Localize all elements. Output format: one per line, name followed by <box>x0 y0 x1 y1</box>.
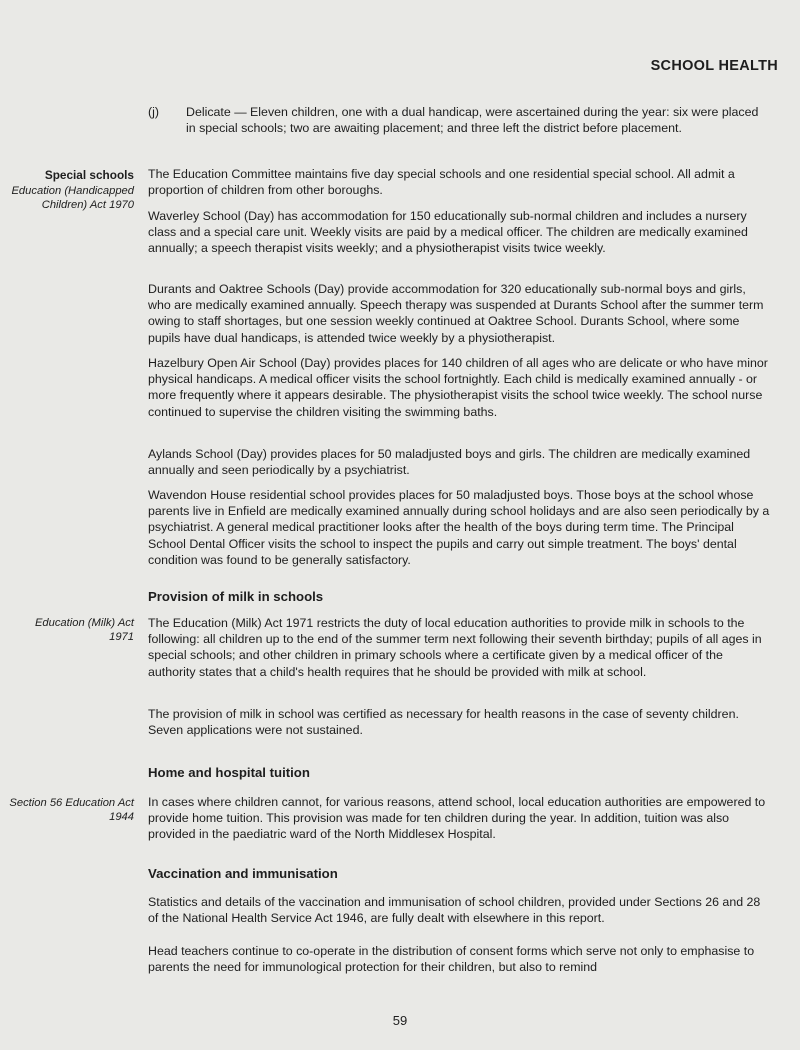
special-schools-paragraph-1: The Education Committee maintains five day special schools and one residential special school. All admit a proportion of children from other boroughs. <box>148 167 735 198</box>
wavendon-paragraph: Wavendon House residential school provides places for 50 maladjusted boys. Those boys at the school whose parents live in Enfield are medically examined annually during school holidays and are also seen periodically by a psychiatrist. A general medical practitioner looks after the health of the boys during term time. The Principal School Dental Officer visits the school to inspect the pupils and carry out simple treatment. The boys' dental condition was found to be generally satisfactory. <box>148 488 770 567</box>
milk-paragraph-2: The provision of milk in school was certified as necessary for health reasons in the case of seventy children. Seven applications were not sustained. <box>148 707 739 738</box>
tuition-paragraph: In cases where children cannot, for various reasons, attend school, local education authorities are empowered to provide home tuition. This provision was made for ten children during the year. In addition, tuition was also provided in the paediatric ward of the North Middlesex Hospital. <box>148 795 766 842</box>
vaccination-heading: Vaccination and immunisation <box>148 866 338 881</box>
milk-paragraph-1: The Education (Milk) Act 1971 restricts the duty of local education authorities to provide milk in schools to the following: all children up to the end of the summer term next following their seventh birthday; pupils of all ages in special schools; and other children in primary schools where a certificate given by a medical officer of the authority states that a child's health requires that he should be provided with milk at school. <box>148 616 762 679</box>
margin-note-special-schools: Special schools <box>44 168 134 182</box>
durants-oaktree-paragraph: Durants and Oaktree Schools (Day) provide accommodation for 320 educationally sub-normal boys and girls, who are medically examined annually. Speech therapy was suspended at Durants School after the summer term owing to staff shortages, but one session weekly continued at Oaktree School. Durants School, where some pupils have dual handicaps, is attended twice weekly by a physiotherapist. <box>148 282 764 345</box>
margin-note-section-56: Section 56 Education Act 1944 <box>9 797 134 823</box>
item-j-label: (j) <box>148 105 160 119</box>
hazelbury-paragraph: Hazelbury Open Air School (Day) provides places for 140 children of all ages who are delicate or who have minor physical handicaps. A medical officer visits the school fortnightly. Each child is medically examined annually - or more frequently where it appears desirable. The physiotherapist visits the school twice weekly. The school nurse continued to supervise the children visiting the swimming baths. <box>148 356 768 419</box>
page-number: 59 <box>392 1013 408 1028</box>
margin-note-milk-act: Education (Milk) Act 1971 <box>34 617 134 643</box>
item-j-text: Delicate — Eleven children, one with a dual handicap, were ascertained during the year: six were placed in special schools; two are awaiting placement; and three left the district before placement. <box>186 105 759 136</box>
waverley-paragraph: Waverley School (Day) has accommodation for 150 educationally sub-normal children and includes a nursery class and a special care unit. Weekly visits are paid by a medical officer. The children are medically examined annually; a speech therapist visits weekly; and a physiotherapist visits twice weekly. <box>148 209 748 256</box>
margin-note-handicapped-act: Education (Handicapped Children) Act 1970 <box>11 185 134 211</box>
page-header-title: SCHOOL HEALTH <box>650 58 778 74</box>
item-j <box>148 104 770 137</box>
vaccination-paragraph-2: Head teachers continue to co-operate in the distribution of consent forms which serve not only to emphasise to parents the need for immunological protection for their children, but also to remind <box>148 944 755 975</box>
milk-heading: Provision of milk in schools <box>148 589 324 604</box>
aylands-paragraph: Aylands School (Day) provides places for 50 maladjusted boys and girls. The children are medically examined annually and seen periodically by a psychiatrist. <box>148 447 751 478</box>
tuition-heading: Home and hospital tuition <box>148 765 310 780</box>
vaccination-paragraph-1: Statistics and details of the vaccination and immunisation of school children, provided under Sections 26 and 28 of the National Health Service Act 1946, are fully dealt with elsewhere in this report. <box>148 895 761 926</box>
